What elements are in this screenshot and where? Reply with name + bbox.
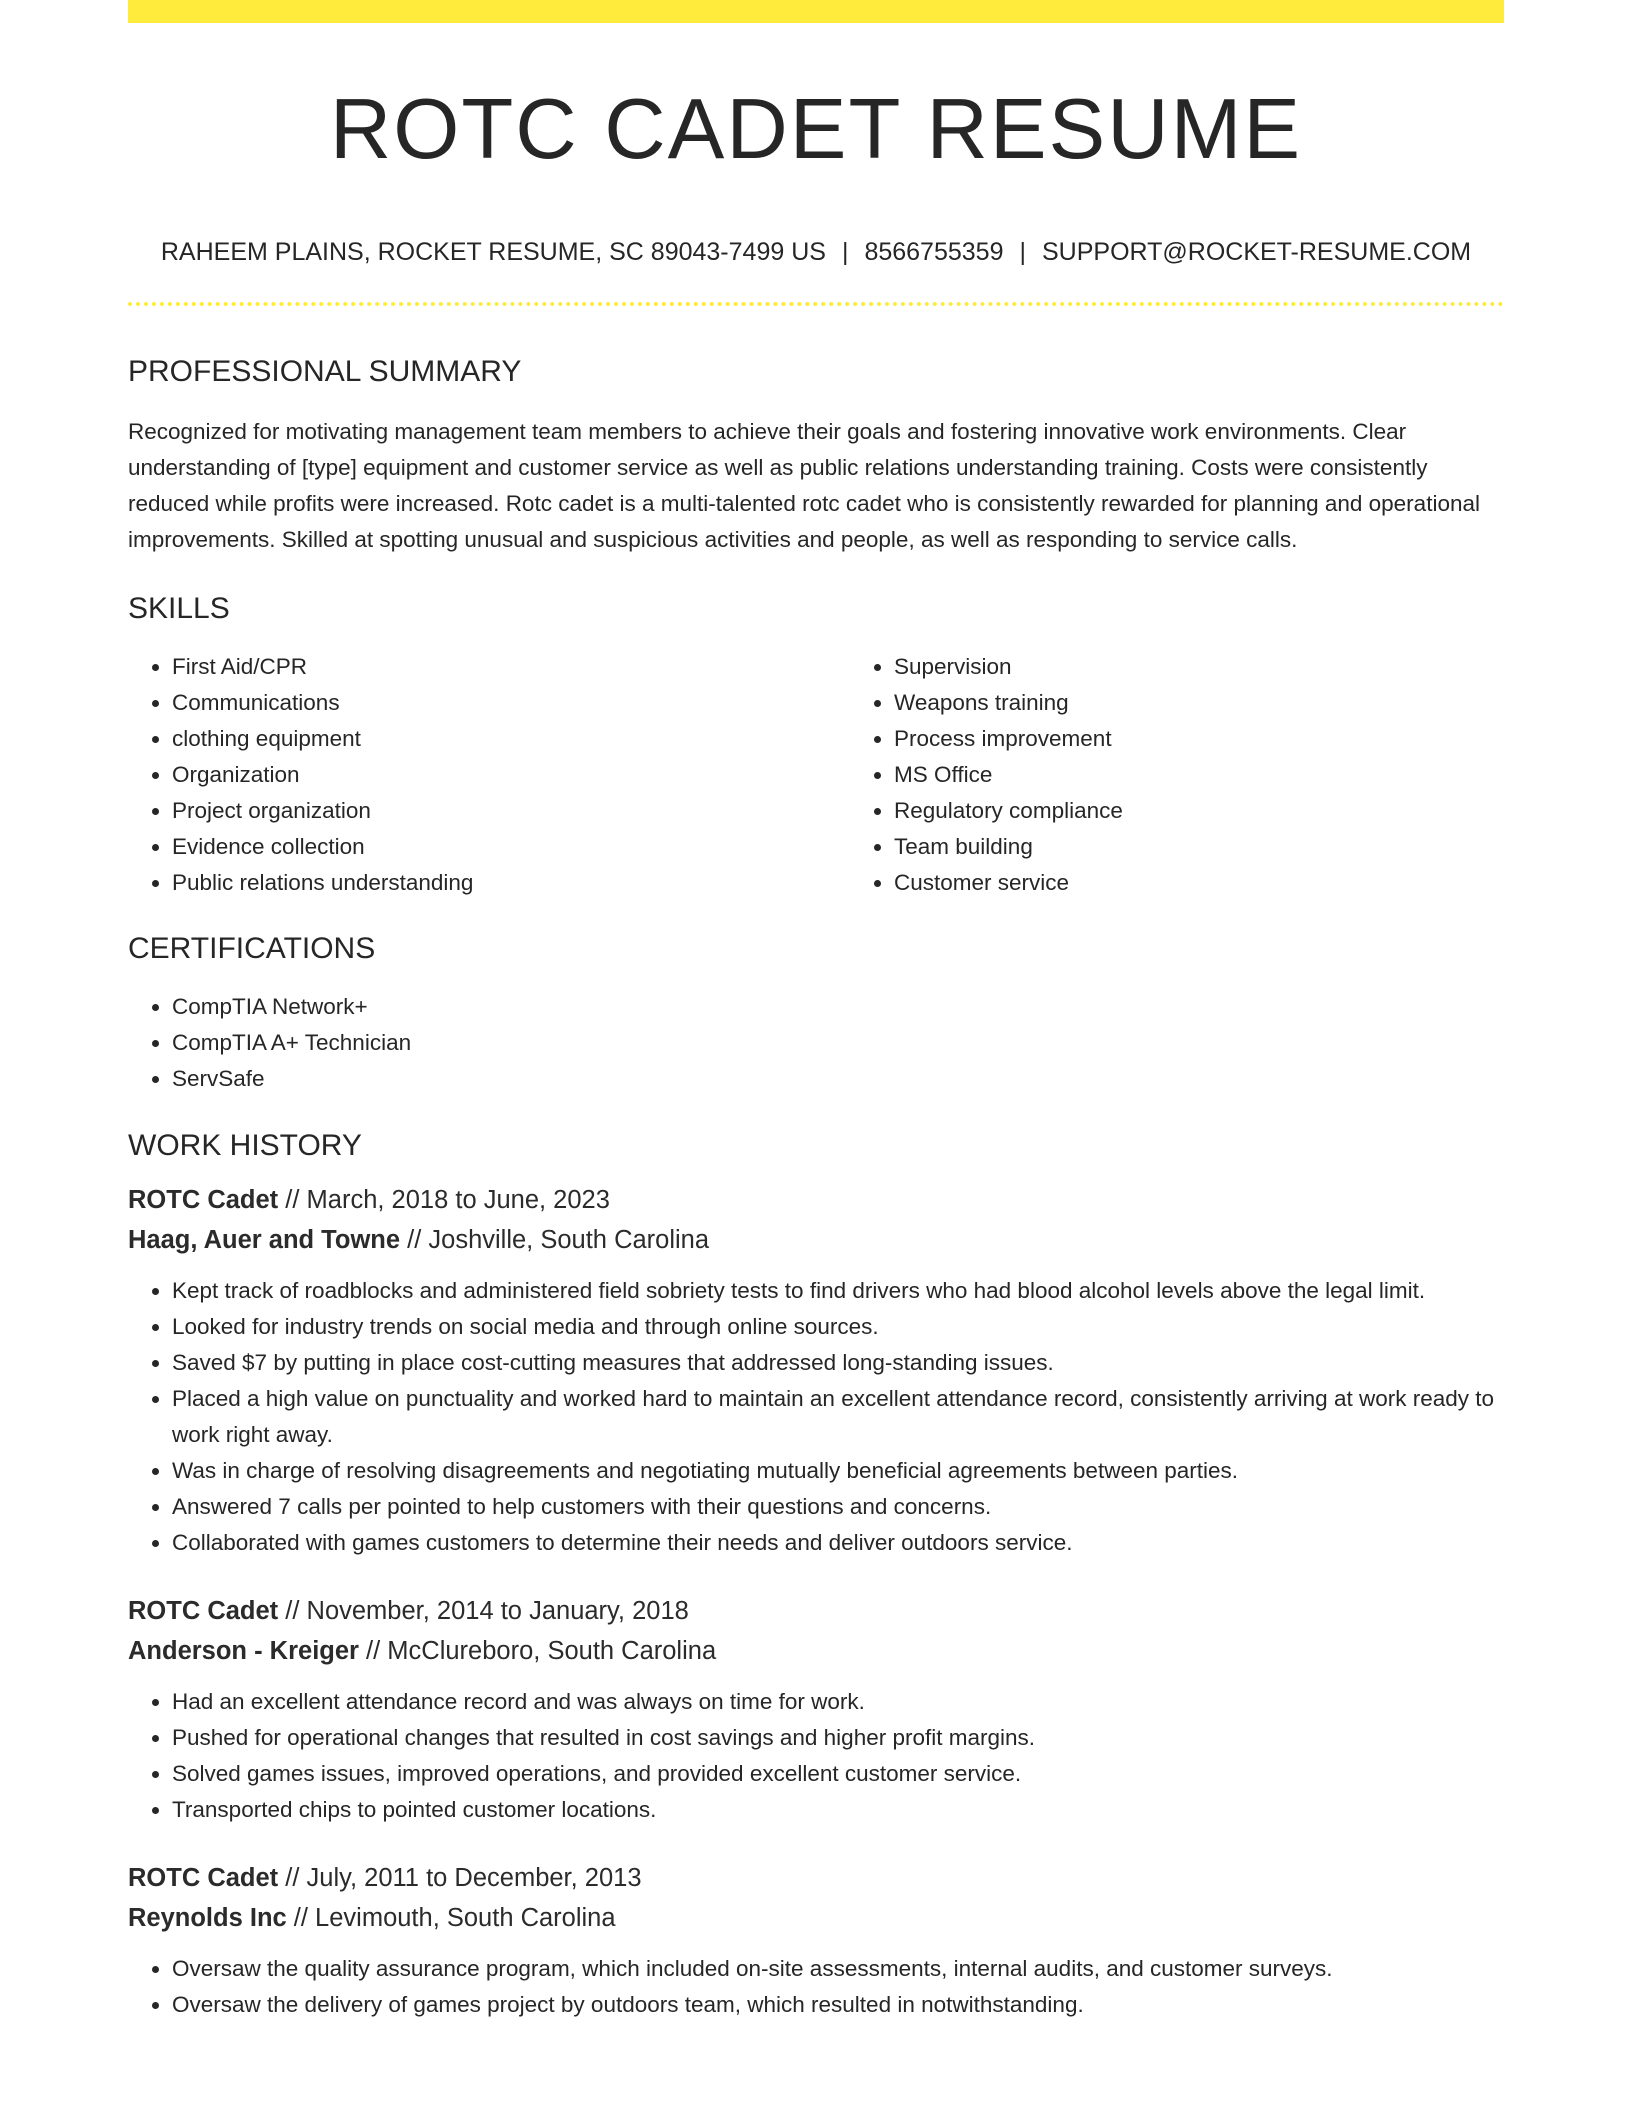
job-location: // Levimouth, South Carolina [286, 1904, 616, 1932]
job-bullet: • Looked for industry trends on social media and through online sources. [172, 1309, 1504, 1345]
job-entry [128, 1180, 1504, 1561]
resume-title: ROTC CADET RESUME [329, 82, 1303, 177]
job-entry [128, 1591, 1504, 1828]
work-history-heading: WORK HISTORY [128, 1129, 362, 1162]
skill-item: • Organization [172, 757, 850, 793]
job-dates: // November, 2014 to January, 2018 [278, 1597, 689, 1625]
certifications-list [128, 989, 1504, 1097]
job-company-line [128, 1631, 1504, 1671]
job-company: Reynolds Inc [128, 1904, 287, 1932]
contact-phone: 8566755359 [864, 238, 1004, 266]
job-bullets [128, 1951, 1504, 2023]
job-bullet: • Placed a high value on punctuality and worked hard to maintain an excellent attendance record, consistently arriving at work ready to work right away. [172, 1381, 1504, 1453]
job-bullet: • Collaborated with games customers to determine their needs and deliver outdoors service. [172, 1525, 1504, 1561]
job-dates: // July, 2011 to December, 2013 [278, 1864, 642, 1892]
skill-item: • Evidence collection [172, 829, 850, 865]
certifications-heading: CERTIFICATIONS [128, 932, 376, 965]
job-title-line [128, 1591, 1504, 1631]
job-location: // McClureboro, South Carolina [358, 1637, 717, 1665]
skill-item: • First Aid/CPR [172, 649, 850, 685]
job-bullet: • Answered 7 calls per pointed to help customers with their questions and concerns. [172, 1489, 1504, 1525]
job-title: ROTC Cadet [128, 1864, 279, 1892]
job-company-line [128, 1220, 1504, 1260]
job-bullets [128, 1684, 1504, 1828]
skill-item: • Process improvement [894, 721, 1572, 757]
job-bullet: • Had an excellent attendance record and was always on time for work. [172, 1684, 1504, 1720]
contact-line [128, 237, 1504, 267]
job-location: // Joshville, South Carolina [400, 1226, 710, 1254]
job-dates: // March, 2018 to June, 2023 [278, 1186, 610, 1214]
job-title: ROTC Cadet [128, 1597, 279, 1625]
certification-item: • ServSafe [172, 1061, 1504, 1097]
job-bullet: • Oversaw the quality assurance program, which included on-site assessments, internal audits, and customer surveys. [172, 1951, 1504, 1987]
skill-item: • clothing equipment [172, 721, 850, 757]
skill-item: • Public relations understanding [172, 865, 850, 901]
summary-heading: PROFESSIONAL SUMMARY [128, 355, 522, 388]
contact-address: RAHEEM PLAINS, ROCKET RESUME, SC 89043-7499 US [160, 238, 826, 266]
job-bullet: • Was in charge of resolving disagreements and negotiating mutually beneficial agreements between parties. [172, 1453, 1504, 1489]
job-bullet: • Solved games issues, improved operations, and provided excellent customer service. [172, 1756, 1504, 1792]
skills-right-column [850, 649, 1572, 901]
skills-heading: SKILLS [128, 592, 230, 625]
job-title-line [128, 1858, 1504, 1898]
dotted-divider [128, 302, 1504, 306]
job-bullet: • Oversaw the delivery of games project by outdoors team, which resulted in notwithstanding. [172, 1987, 1504, 2023]
accent-top-bar [128, 0, 1504, 23]
skill-item: • Team building [894, 829, 1572, 865]
contact-separator: | [1019, 238, 1026, 266]
job-company: Haag, Auer and Towne [128, 1226, 401, 1254]
job-entry [128, 1858, 1504, 2023]
job-bullet: • Kept track of roadblocks and administered field sobriety tests to find drivers who had blood alcohol levels above the legal limit. [172, 1273, 1504, 1309]
skills-list [128, 649, 1504, 901]
summary-text: Recognized for motivating management team members to achieve their goals and fostering innovative work environments. Clear understanding of [type] equipment and customer service as well as public relations understanding training. Costs were consistently reduced while profits were increased. Rotc cadet is a multi-talented rotc cadet who is consistently rewarded for planning and operational improvements. Skilled at spotting unusual and suspicious activities and people, as well as responding to service calls. [128, 419, 1480, 552]
job-title-line [128, 1180, 1504, 1220]
job-bullet: • Saved $7 by putting in place cost-cutting measures that addressed long-standing issues. [172, 1345, 1504, 1381]
job-company: Anderson - Kreiger [128, 1637, 359, 1665]
certification-item: • CompTIA Network+ [172, 989, 1504, 1025]
contact-separator: | [841, 238, 849, 266]
job-bullet: • Transported chips to pointed customer locations. [172, 1792, 1504, 1828]
skill-item: • MS Office [894, 757, 1572, 793]
skills-left-column [128, 649, 850, 901]
job-bullets [128, 1273, 1504, 1561]
resume-page [128, 0, 1504, 2023]
skill-item: • Project organization [172, 793, 850, 829]
skill-item: • Communications [172, 685, 850, 721]
skill-item: • Weapons training [894, 685, 1572, 721]
skill-item: • Regulatory compliance [894, 793, 1572, 829]
job-title: ROTC Cadet [128, 1186, 279, 1214]
skill-item: • Customer service [894, 865, 1572, 901]
certification-item: • CompTIA A+ Technician [172, 1025, 1504, 1061]
skill-item: • Supervision [894, 649, 1572, 685]
job-company-line [128, 1898, 1504, 1938]
contact-email: SUPPORT@ROCKET-RESUME.COM [1041, 238, 1472, 266]
job-bullet: • Pushed for operational changes that resulted in cost savings and higher profit margins. [172, 1720, 1504, 1756]
